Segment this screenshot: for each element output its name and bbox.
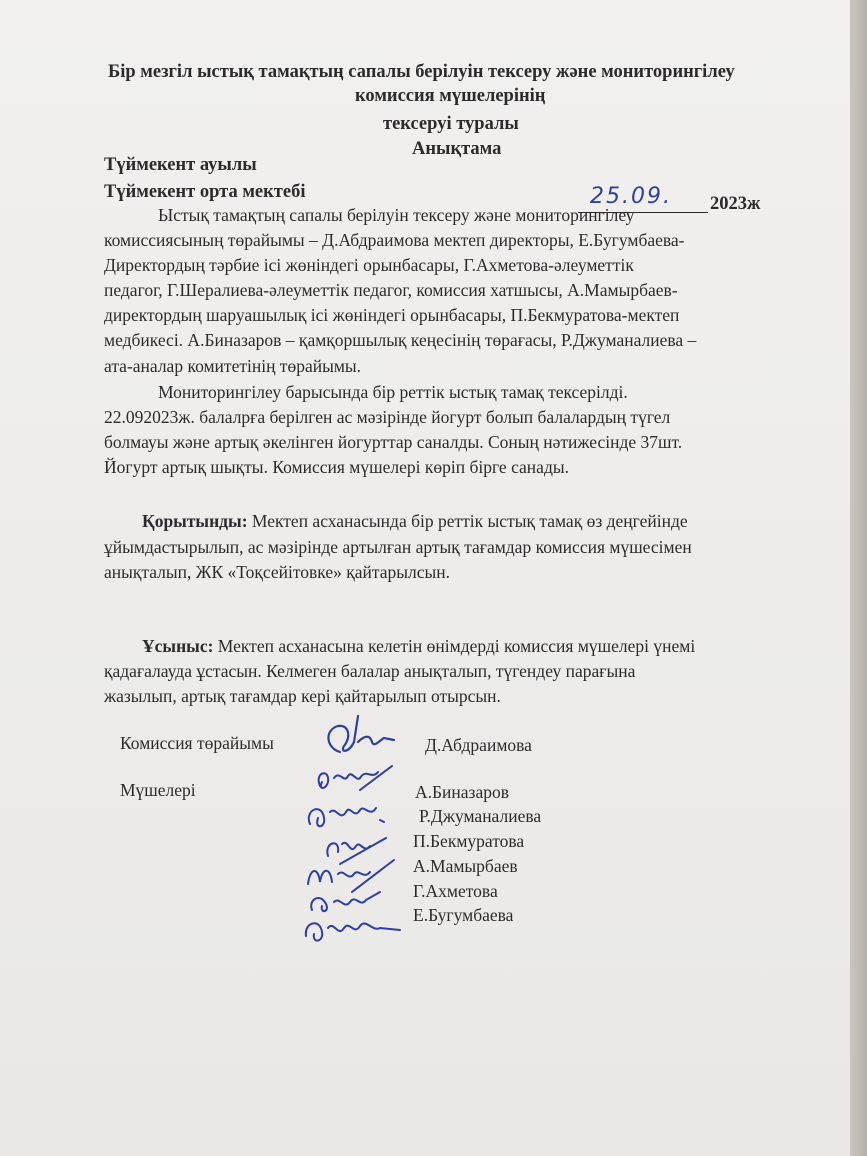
paper-edge	[850, 0, 867, 1156]
proposal-line-3: жазылып, артық тағамдар кері қайтарылып отырсын.	[104, 686, 501, 706]
school-name: Түймекент орта мектебі	[104, 182, 306, 202]
village-name: Түймекент ауылы	[104, 155, 257, 175]
chair-signature-image	[318, 712, 398, 767]
conclusion-line-1	[142, 511, 688, 532]
title-line-3: тексеруі туралы	[383, 114, 519, 134]
p1-line-1: Ыстық тамақтың сапалы берілуін тексеру және мониторингілеу	[158, 205, 635, 225]
members-signatures-image	[300, 760, 420, 955]
year: 2023ж	[710, 194, 761, 214]
p1-line-3: Директордың тәрбие ісі жөніндегі орынбасары, Г.Ахметова-әлеуметтік	[104, 255, 634, 275]
conclusion-line-2: ұйымдастырылып, ас мәзірінде артылған артық тағамдар комиссия мүшесімен	[104, 537, 692, 557]
conclusion-label: Қорытынды:	[142, 511, 248, 531]
member-name-2: Р.Джуманалиева	[419, 806, 542, 826]
proposal-text-1: Мектеп асханасына келетін өнімдерді комиссия мүшелері үнемі	[213, 636, 696, 656]
p2-line-1: Мониторингілеу барысында бір реттік ыстық тамақ тексерілді.	[158, 382, 628, 402]
member-name-6: Е.Бугумбаева	[413, 905, 514, 925]
members-label: Мүшелері	[120, 780, 196, 800]
title-line-1: Бір мезгіл ыстық тамақтың сапалы берілуін тексеру және мониторингілеу	[108, 62, 735, 82]
p1-line-4: педагог, Г.Шералиева-әлеуметтік педагог, комиссия хатшысы, А.Мамырбаев-	[104, 280, 678, 300]
conclusion-text-1: Мектеп асханасында бір реттік ыстық тамақ өз деңгейінде	[247, 511, 688, 531]
conclusion-line-3: анықталып, ЖК «Тоқсейітовке» қайтарылсын.	[104, 562, 451, 582]
p1-line-5: директордың шаруашылық ісі жөніндегі орынбасары, П.Бекмуратова-мектеп	[104, 305, 680, 325]
p1-line-2: комиссиясының төрайымы – Д.Абдраимова мектеп директоры, Е.Бугумбаева-	[104, 230, 685, 250]
p1-line-7: ата-аналар комитетінің төрайымы.	[104, 356, 362, 376]
proposal-label: Ұсыныс:	[142, 636, 214, 656]
handwritten-date: 25.09.	[590, 184, 672, 209]
member-name-3: П.Бекмуратова	[413, 831, 525, 851]
p1-line-6: медбикесі. А.Биназаров – қамқоршылық кеңесінің төрағасы, Р.Джуманалиева –	[104, 330, 697, 350]
proposal-line-2: қадағалауда ұстасын. Келмеген балалар анықталып, түгендеу парағына	[104, 661, 636, 681]
title-line-4: Анықтама	[412, 139, 502, 159]
chair-label: Комиссия төрайымы	[120, 733, 274, 753]
p2-line-2: 22.092023ж. балалрға берілген ас мәзірінде йогурт болып балалардың түгел	[104, 407, 671, 427]
member-name-5: Г.Ахметова	[413, 881, 498, 901]
title-line-2: комиссия мүшелерінің	[355, 86, 546, 106]
member-name-4: А.Мамырбаев	[413, 856, 518, 876]
p2-line-3: болмауы және артық әкелінген йогурттар саналды. Соның нәтижесінде 37шт.	[104, 432, 683, 452]
p2-line-4: Йогурт артық шықты. Комиссия мүшелері көріп бірге санады.	[104, 457, 569, 477]
chair-name: Д.Абдраимова	[425, 735, 532, 755]
member-name-1: А.Биназаров	[415, 782, 510, 802]
proposal-line-1	[142, 636, 695, 657]
